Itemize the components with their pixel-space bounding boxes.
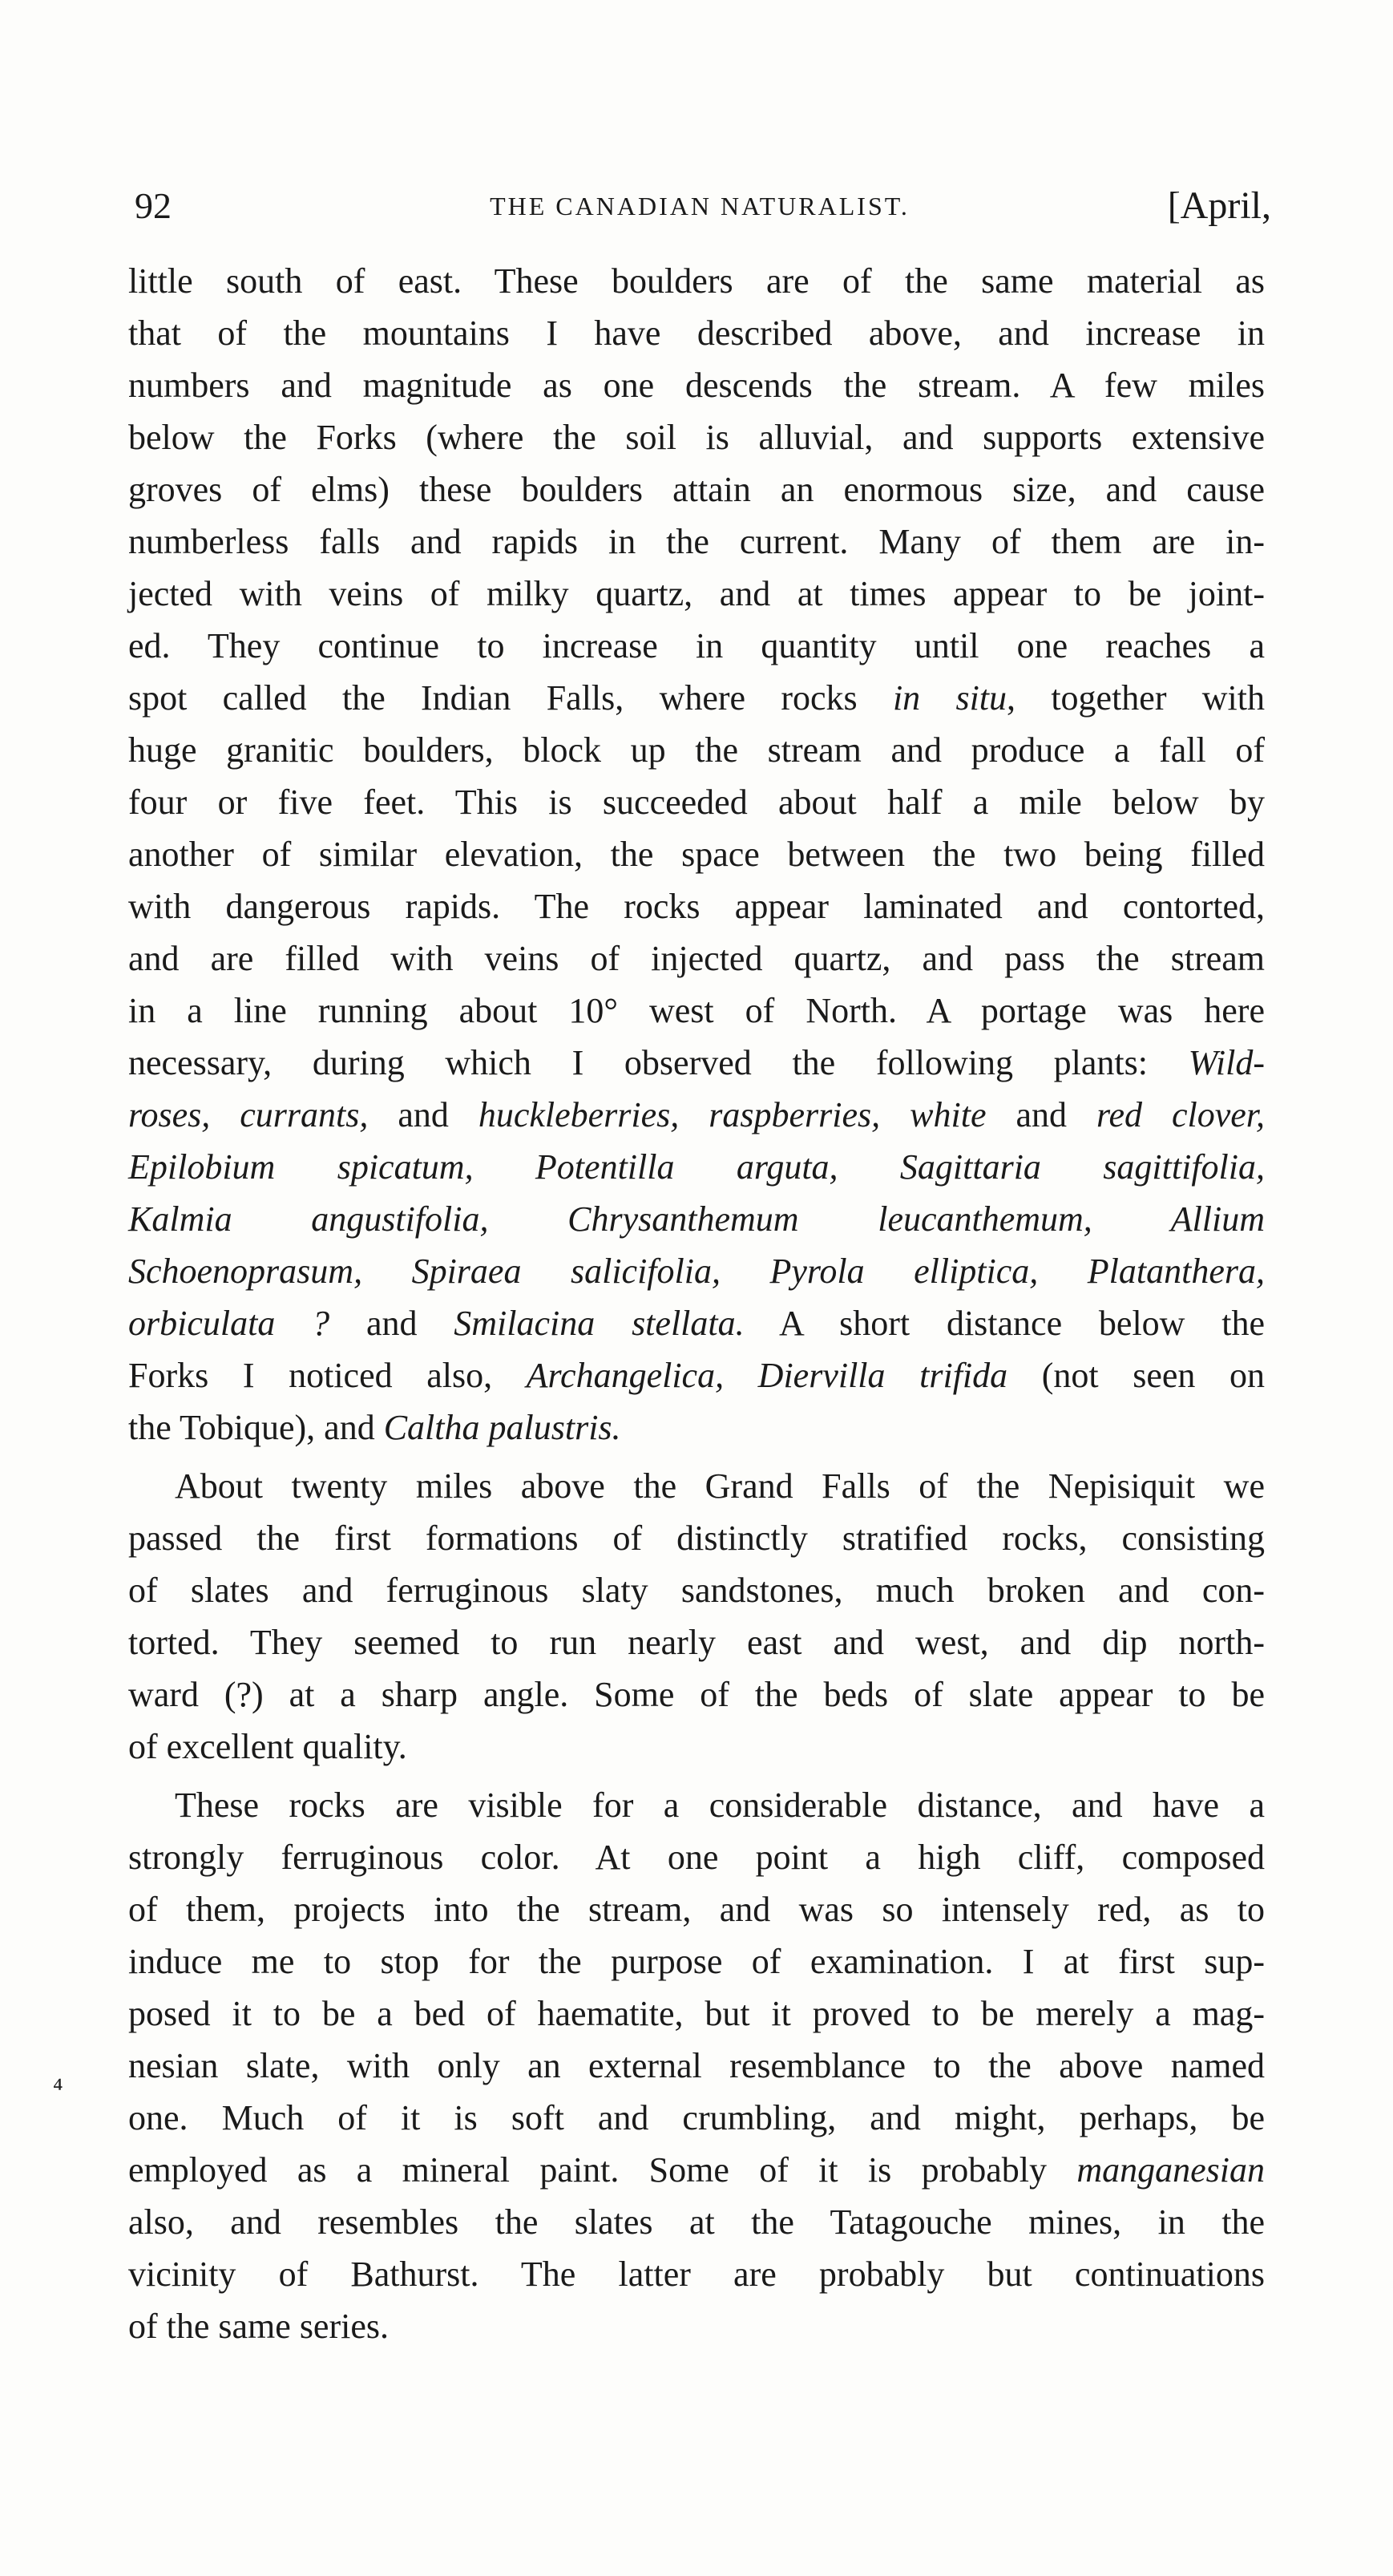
text-line: ed. They continue to increase in quantity until one reaches a xyxy=(128,626,1265,665)
text-line: Schoenoprasum, Spiraea salicifolia, Pyrola elliptica, Platanthera, xyxy=(128,1252,1265,1291)
paragraph xyxy=(128,255,1265,1454)
text-line: orbiculata ? and Smilacina stellata. A short distance below the xyxy=(128,1304,1266,1343)
text-line: of slates and ferruginous slaty sandstones, much broken and con- xyxy=(128,1571,1265,1610)
text-line: huge granitic boulders, block up the stream and produce a fall of xyxy=(128,730,1265,770)
text-line: of them, projects into the stream, and was so intensely red, as to xyxy=(128,1890,1265,1929)
text-line: passed the first formations of distinctly stratified rocks, consisting xyxy=(128,1519,1265,1558)
running-header xyxy=(128,178,1271,234)
text-line: torted. They seemed to run nearly east and west, and dip north- xyxy=(128,1623,1265,1662)
text-line: Epilobium spicatum, Potentilla arguta, Sagittaria sagittifolia, xyxy=(128,1147,1265,1187)
text-line: four or five feet. This is succeeded about half a mile below by xyxy=(128,783,1265,822)
text-line: About twenty miles above the Grand Falls of the Nepisiquit we xyxy=(175,1466,1265,1506)
text-line: also, and resembles the slates at the Tatagouche mines, in the xyxy=(128,2202,1265,2242)
text-line: nesian slate, with only an external resemblance to the above named xyxy=(128,2046,1265,2085)
text-line: little south of east. These boulders are of the same material as xyxy=(128,261,1265,301)
text-line: and are filled with veins of injected quartz, and pass the stream xyxy=(128,939,1265,978)
text-line: induce me to stop for the purpose of examination. I at first sup- xyxy=(128,1942,1265,1981)
text-line: strongly ferruginous color. At one point a high cliff, composed xyxy=(128,1838,1265,1877)
text-line: that of the mountains I have described above, and increase in xyxy=(128,313,1265,353)
page-number: 92 xyxy=(135,185,172,226)
text-line: groves of elms) these boulders attain an enormous size, and cause xyxy=(128,470,1265,509)
body-text xyxy=(128,255,1265,2352)
text-line: posed it to be a bed of haematite, but it proved to be merely a mag- xyxy=(128,1994,1265,2033)
running-date: [April, xyxy=(1167,184,1271,227)
text-line: spot called the Indian Falls, where rocks in situ, together with xyxy=(128,678,1265,718)
text-line: ward (?) at a sharp angle. Some of the beds of slate appear to be xyxy=(128,1675,1265,1714)
text-line: of excellent quality. xyxy=(128,1727,407,1766)
running-title: THE CANADIAN NATURALIST. xyxy=(490,192,910,220)
text-line: below the Forks (where the soil is alluvial, and supports extensive xyxy=(128,418,1265,457)
text-line: Kalmia angustifolia, Chrysanthemum leucanthemum, Allium xyxy=(128,1199,1265,1239)
text-line: necessary, during which I observed the following plants: Wild- xyxy=(128,1043,1265,1082)
text-line: the Tobique), and Caltha palustris. xyxy=(128,1408,621,1447)
text-line: of the same series. xyxy=(128,2307,389,2346)
text-line: These rocks are visible for a considerable distance, and have a xyxy=(175,1785,1265,1825)
text-line: another of similar elevation, the space between the two being filled xyxy=(128,835,1265,874)
text-line: in a line running about 10° west of North. A portage was here xyxy=(128,991,1265,1030)
text-line: one. Much of it is soft and crumbling, and might, perhaps, be xyxy=(128,2098,1265,2137)
text-line: jected with veins of milky quartz, and at times appear to be joint- xyxy=(128,574,1265,613)
text-line: Forks I noticed also, Archangelica, Diervilla trifida (not seen on xyxy=(128,1356,1266,1395)
text-line: numberless falls and rapids in the current. Many of them are in- xyxy=(128,522,1265,561)
paragraph xyxy=(128,1460,1265,1773)
paragraph xyxy=(128,1779,1265,2352)
margin-mark: ⁴ xyxy=(53,2072,63,2104)
text-line: with dangerous rapids. The rocks appear laminated and contorted, xyxy=(128,887,1265,926)
text-line: numbers and magnitude as one descends the stream. A few miles xyxy=(128,366,1265,405)
text-line: vicinity of Bathurst. The latter are probably but continuations xyxy=(128,2255,1265,2294)
text-line: roses, currants, and huckleberries, raspberries, white and red clover, xyxy=(128,1095,1266,1134)
text-line: employed as a mineral paint. Some of it is probably manganesian xyxy=(128,2150,1265,2190)
